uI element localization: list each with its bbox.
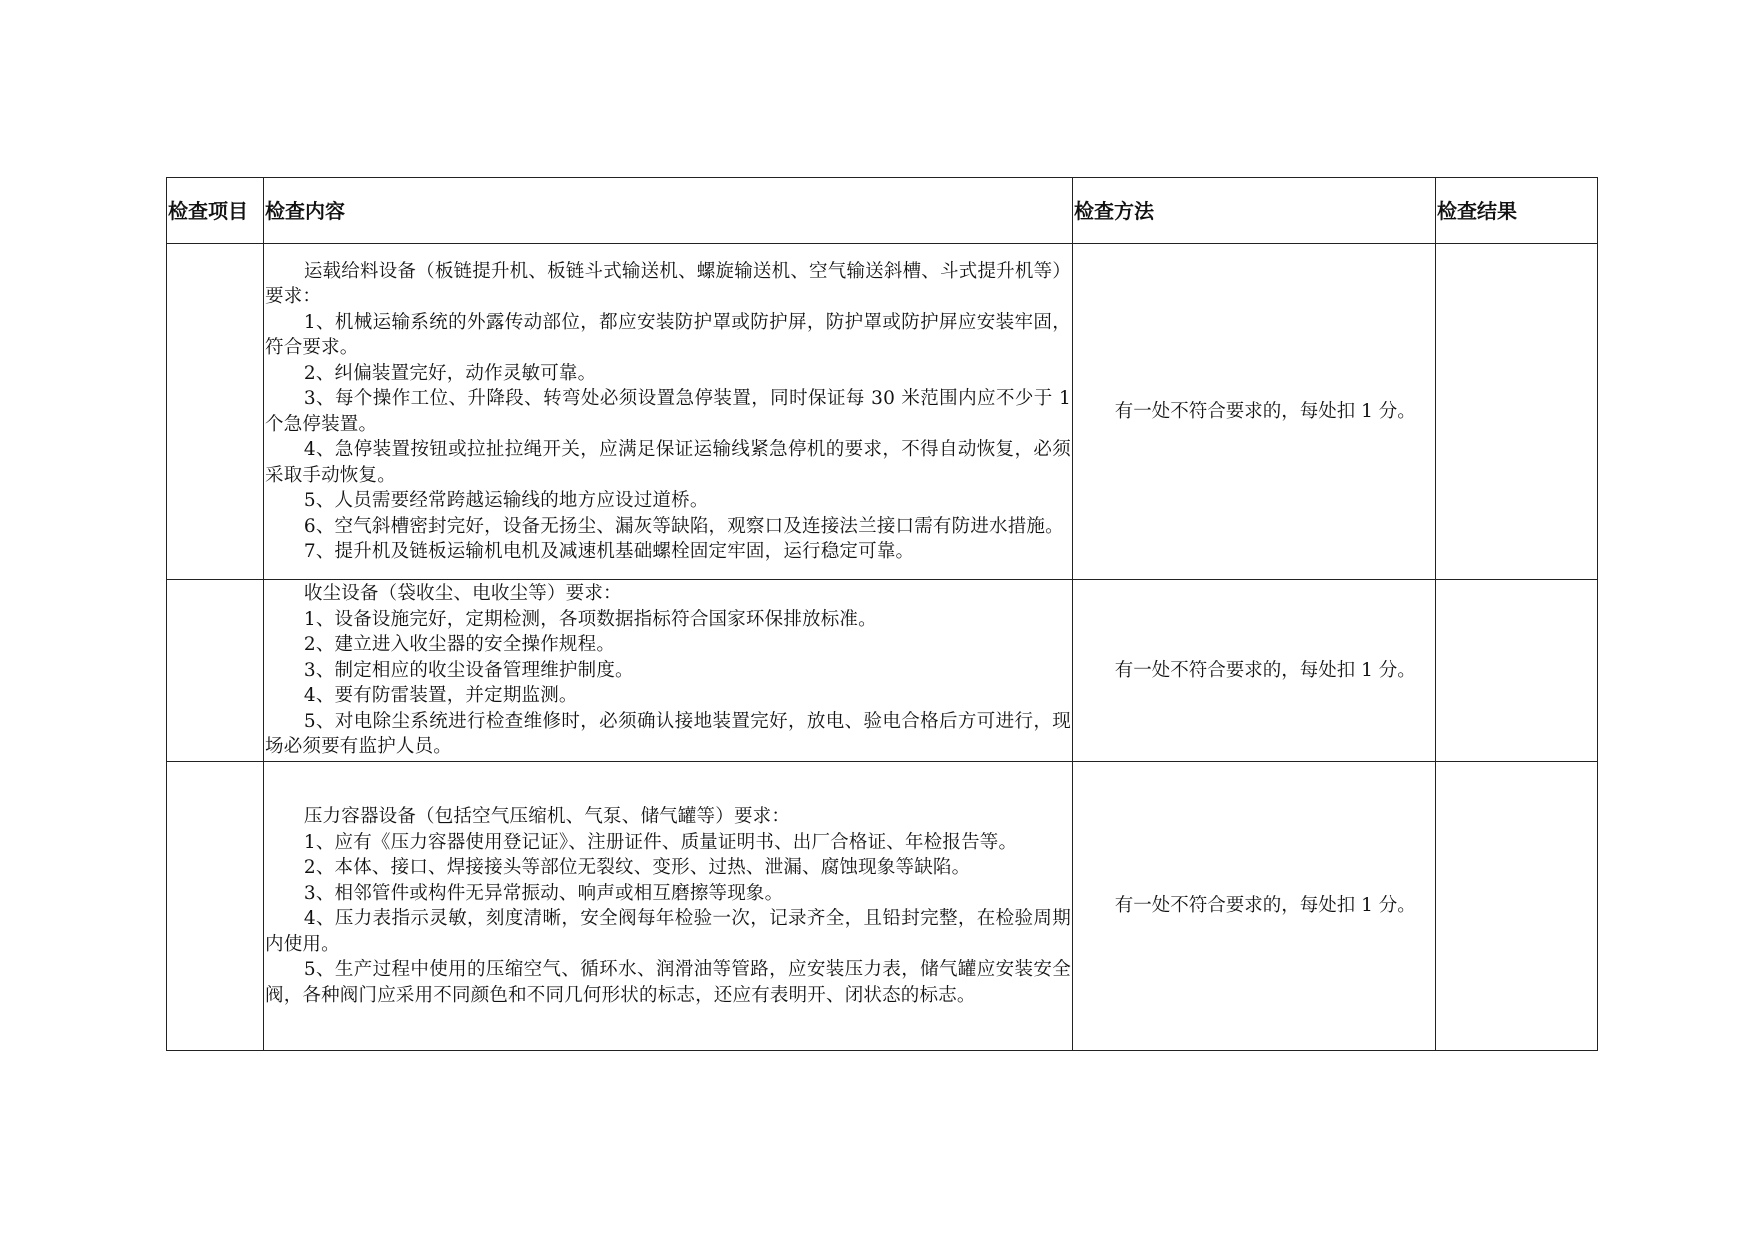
result-cell <box>1436 244 1598 580</box>
item-cell <box>167 580 264 762</box>
method-text: 有一处不符合要求的，每处扣 1 分。 <box>1114 400 1416 422</box>
content-line: 6、空气斜槽密封完好，设备无扬尘、漏灰等缺陷，观察口及连接法兰接口需有防进水措施。 <box>303 515 1064 537</box>
content-cell <box>264 762 1073 1051</box>
content-line: 2、建立进入收尘器的安全操作规程。 <box>303 634 616 656</box>
item-cell <box>167 244 264 580</box>
content-line: 压力容器设备（包括空气压缩机、气泵、储气罐等）要求： <box>303 806 791 827</box>
inspection-table <box>166 177 1598 1051</box>
method-cell <box>1073 580 1436 762</box>
header-method: 检查方法 <box>1073 178 1436 244</box>
content-line: 3、制定相应的收尘设备管理维护制度。 <box>303 659 634 681</box>
item-cell <box>167 762 264 1051</box>
content-line: 1、设备设施完好，定期检测，各项数据指标符合国家环保排放标准。 <box>303 608 877 630</box>
content-line: 收尘设备（袋收尘、电收尘等）要求： <box>303 583 622 605</box>
content-line: 7、提升机及链板运输机电机及减速机基础螺栓固定牢固，运行稳定可靠。 <box>303 541 915 562</box>
content-line: 2、纠偏装置完好，动作灵敏可靠。 <box>303 362 597 384</box>
content-line: 运载给料设备（板链提升机、板链斗式输送机、螺旋输送机、空气输送斜槽、斗式提升机等）要求： <box>265 260 1071 307</box>
content-line: 4、要有防雷装置，并定期监测。 <box>303 685 578 707</box>
header-content: 检查内容 <box>264 178 1073 244</box>
method-text: 有一处不符合要求的，每处扣 1 分。 <box>1114 659 1416 681</box>
header-item: 检查项目 <box>167 178 264 244</box>
content-line: 5、人员需要经常跨越运输线的地方应设过道桥。 <box>303 490 709 511</box>
content-line: 3、每个操作工位、升降段、转弯处必须设置急停装置，同时保证每 30 米范围内应不少于 1 个急停装置。 <box>265 388 1071 435</box>
method-cell <box>1073 244 1436 580</box>
content-line: 5、对电除尘系统进行检查维修时，必须确认接地装置完好，放电、验电合格后方可进行，现场必须要有监护人员。 <box>265 710 1071 758</box>
content-line: 1、机械运输系统的外露传动部位，都应安装防护罩或防护屏，防护罩或防护屏应安装牢固，符合要求。 <box>265 311 1071 358</box>
content-line: 4、压力表指示灵敏，刻度清晰，安全阀每年检验一次，记录齐全，且铅封完整，在检验周期内使用。 <box>265 908 1071 955</box>
table-row <box>167 244 1598 580</box>
result-cell <box>1436 762 1598 1051</box>
content-line: 1、应有《压力容器使用登记证》、注册证件、质量证明书、出厂合格证、年检报告等。 <box>303 831 1018 853</box>
header-result: 检查结果 <box>1436 178 1598 244</box>
content-cell <box>264 244 1073 580</box>
content-line: 5、生产过程中使用的压缩空气、循环水、润滑油等管路，应安装压力表，储气罐应安装安全阀，各种阀门应采用不同颜色和不同几何形状的标志，还应有表明开、闭状态的标志。 <box>265 959 1071 1006</box>
content-line: 3、相邻管件或构件无异常振动、响声或相互磨擦等现象。 <box>303 882 784 904</box>
method-text: 有一处不符合要求的，每处扣 1 分。 <box>1114 895 1416 916</box>
table-row <box>167 762 1598 1051</box>
content-line: 2、本体、接口、焊接接头等部位无裂纹、变形、过热、泄漏、腐蚀现象等缺陷。 <box>303 857 971 878</box>
content-cell <box>264 580 1073 762</box>
method-cell <box>1073 762 1436 1051</box>
table-header-row <box>167 178 1598 244</box>
result-cell <box>1436 580 1598 762</box>
table-row <box>167 580 1598 762</box>
content-line: 4、急停装置按钮或拉扯拉绳开关，应满足保证运输线紧急停机的要求，不得自动恢复，必须采取手动恢复。 <box>265 439 1071 486</box>
